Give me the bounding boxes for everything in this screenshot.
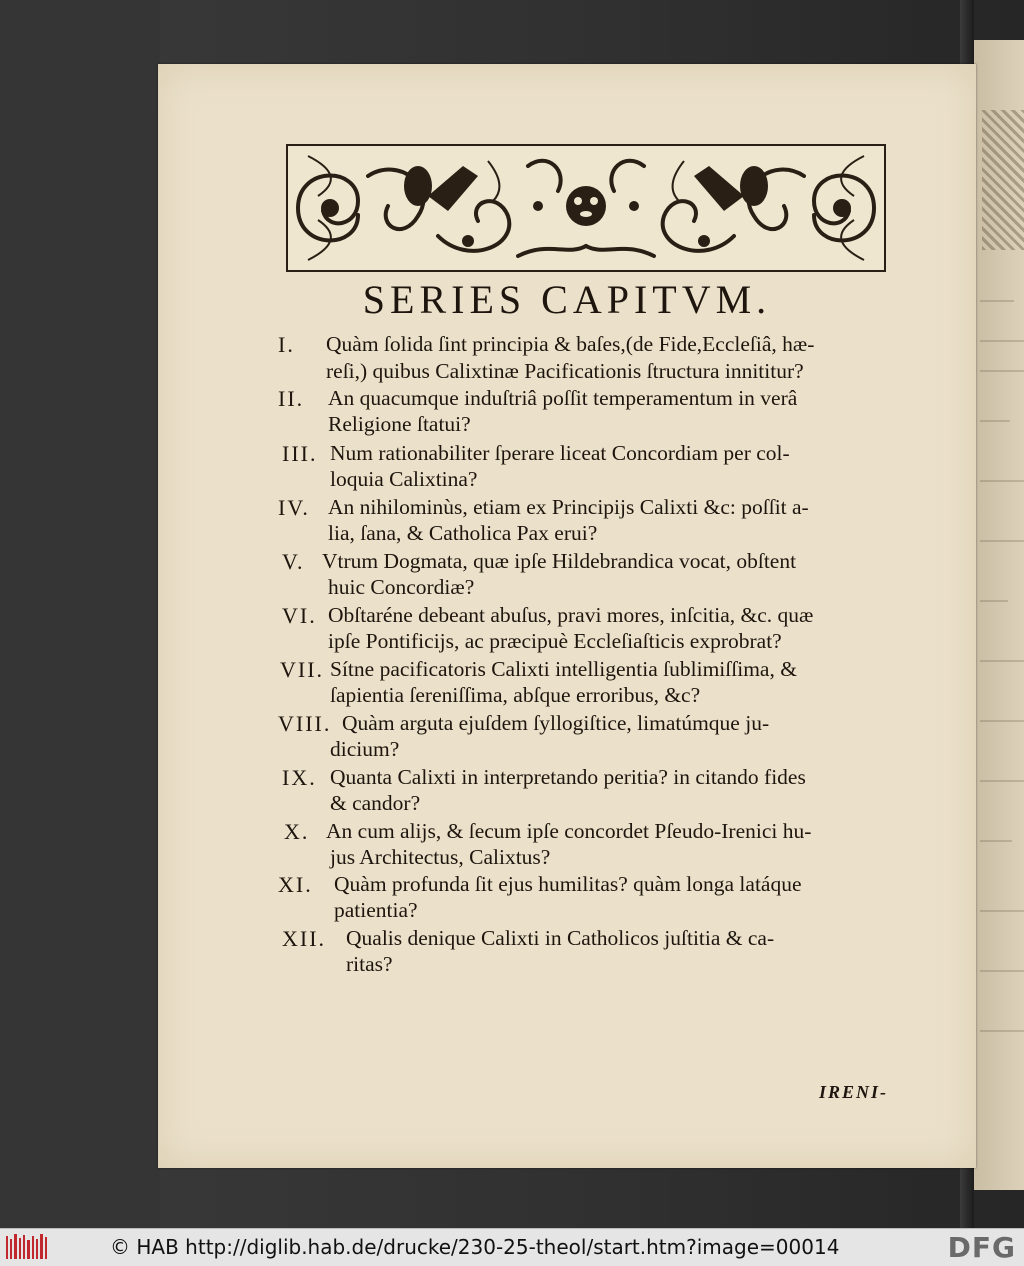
entry-line: & candor?	[330, 791, 421, 815]
entry-line: Qualis denique Calixti in Catholicos juſtitia & ca-	[346, 926, 775, 950]
entry-line: huic Concordiæ?	[328, 575, 475, 599]
entry-line: loquia Calixtina?	[330, 467, 478, 491]
permalink-link[interactable]: http://diglib.hab.de/drucke/230-25-theol/start.htm?image=00014	[185, 1235, 840, 1259]
chapter-list	[158, 64, 976, 1168]
chapter-number: II.	[278, 386, 305, 411]
hab-barcode-icon	[6, 1234, 48, 1261]
entry-line: jus Architectus, Calixtus?	[330, 845, 551, 869]
entry-line: Obſtaréne debeant abuſus, pravi mores, inſcitia, &c. quæ	[328, 603, 814, 627]
dfg-logo: DFG	[947, 1231, 1016, 1264]
entry-line: Quàm profunda ſit ejus humilitas? quàm longa latáque	[334, 872, 802, 896]
entry-line: Quanta Calixti in interpretando peritia? in citando fides	[330, 765, 806, 789]
chapter-number: VII.	[280, 657, 325, 682]
chapter-number: IV.	[278, 495, 310, 520]
entry-line: reſi,) quibus Calixtinæ Pacificationis ſtructura innititur?	[326, 359, 804, 383]
book-page	[158, 64, 976, 1168]
backdrop	[0, 0, 160, 1228]
chapter-number: XI.	[278, 872, 313, 897]
entry-line: dicium?	[330, 737, 400, 761]
entry-line: ritas?	[346, 952, 393, 976]
chapter-number: XII.	[282, 926, 327, 951]
chapter-number: IX.	[282, 765, 317, 790]
entry-line: An nihilominùs, etiam ex Principijs Calixti &c: poſſit a-	[328, 495, 809, 519]
chapter-number: I.	[278, 332, 295, 357]
entry-line: lia, ſana, & Catholica Pax erui?	[328, 521, 598, 545]
facing-page-ornament	[982, 110, 1024, 250]
entry-line: Vtrum Dogmata, quæ ipſe Hildebrandica vocat, obſtent	[322, 549, 797, 573]
chapter-number: V.	[282, 549, 305, 574]
entry-line: Quàm ſolida ſint principia & baſes,(de Fide,Eccleſiâ, hæ-	[326, 332, 815, 356]
facing-page-edge	[974, 40, 1024, 1190]
chapter-number: VI.	[282, 603, 317, 628]
chapter-number: X.	[284, 819, 310, 844]
entry-line: Sítne pacificatoris Calixti intelligentia ſublimiſſima, &	[330, 657, 797, 681]
entry-line: Num rationabiliter ſperare liceat Concordiam per col-	[330, 441, 790, 465]
entry-line: An quacumque induſtriâ poſſit temperamentum in verâ	[328, 386, 798, 410]
entry-line: Quàm arguta ejuſdem ſyllogiſtice, limatúmque ju-	[342, 711, 770, 735]
entry-line: An cum alijs, & ſecum ipſe concordet Pſeudo-Irenici hu-	[326, 819, 812, 843]
entry-line: Religione ſtatui?	[328, 412, 471, 436]
footer-bar	[0, 1228, 1024, 1266]
entry-line: patientia?	[334, 898, 418, 922]
entry-line: ſapientia ſereniſſima, abſque erroribus, &c?	[330, 683, 701, 707]
catchword: IRENI-	[818, 1082, 888, 1102]
entry-line: ipſe Pontificijs, ac præcipuè Eccleſiaſticis exprobrat?	[328, 629, 782, 653]
chapter-number: III.	[282, 441, 318, 466]
footer-citation	[110, 1235, 839, 1259]
chapter-number: VIII.	[278, 711, 332, 736]
page-title: SERIES CAPITVM.	[362, 277, 772, 322]
copyright-label: © HAB	[110, 1235, 179, 1259]
